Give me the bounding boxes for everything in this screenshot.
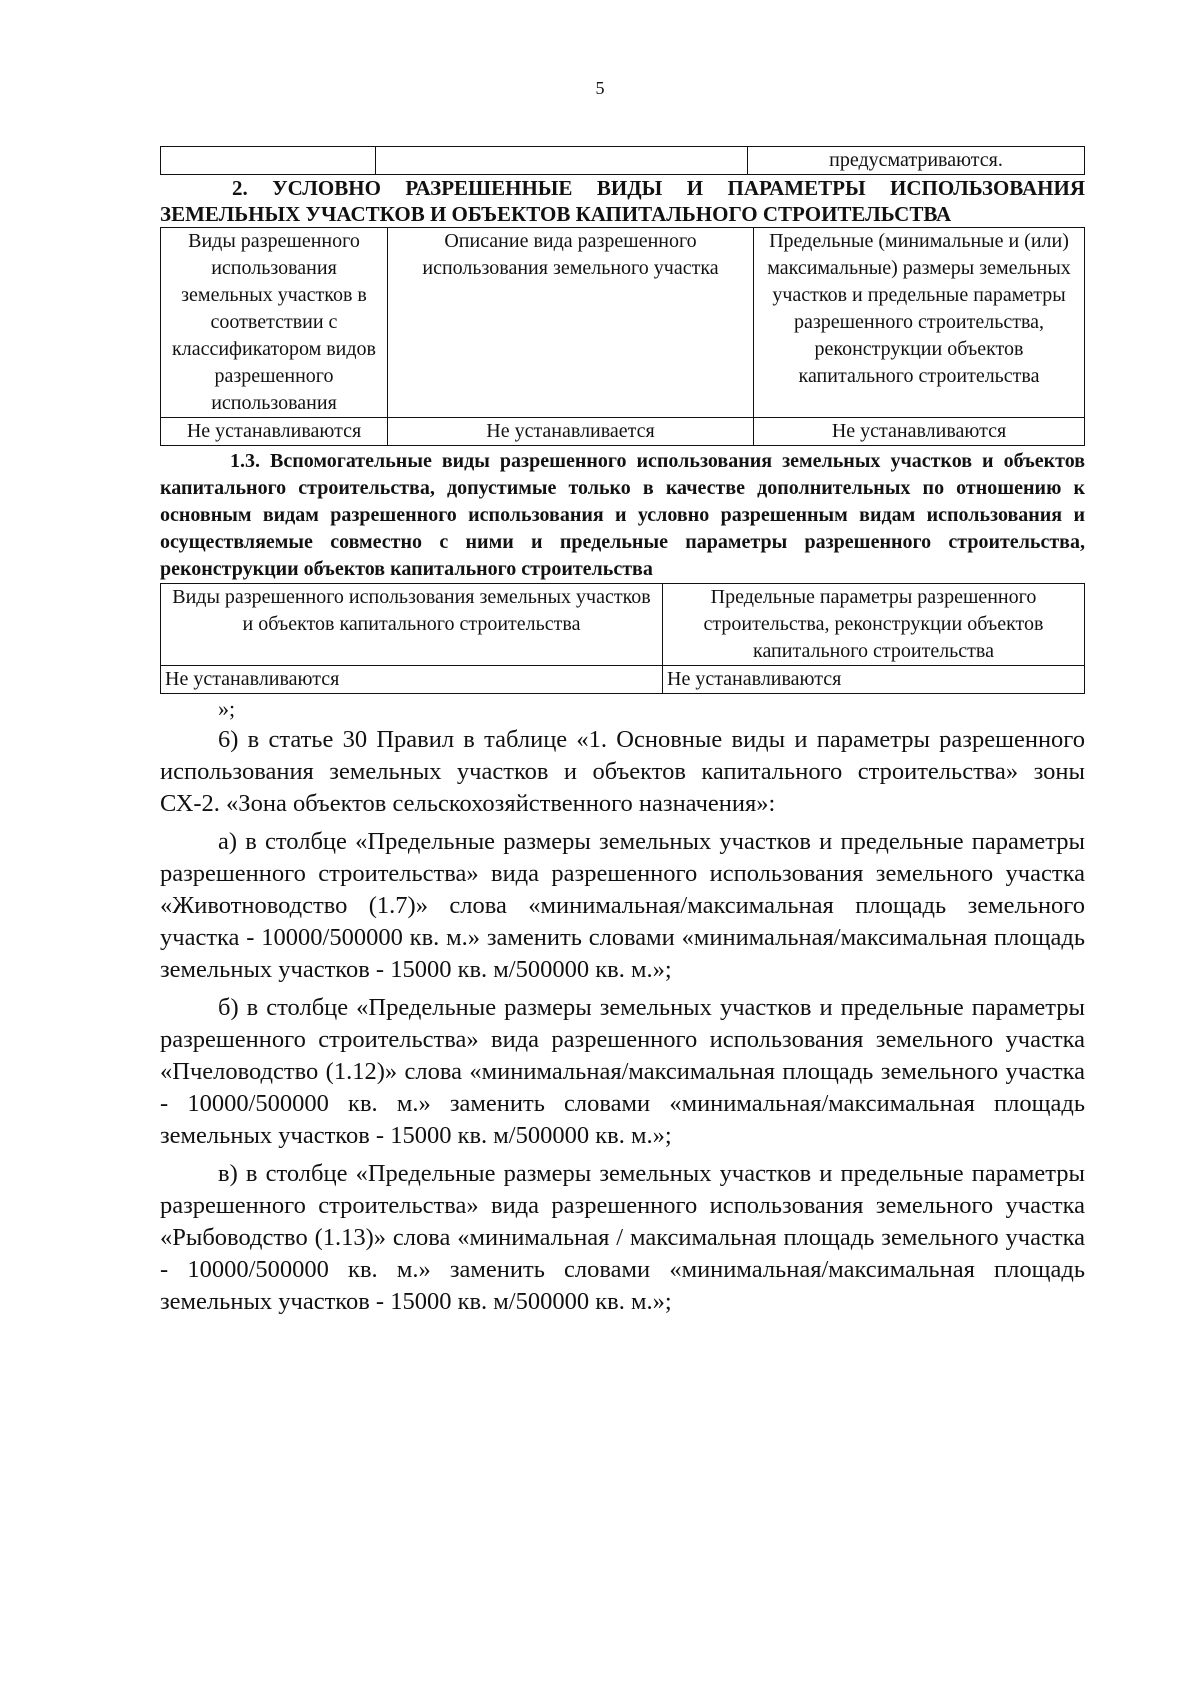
table-cell: Не устанавливаются [161,418,388,446]
continued-table [160,146,1085,175]
auxiliary-uses-table [160,583,1085,694]
table-cell: Не устанавливаются [161,666,663,694]
conditional-uses-table [160,227,1085,446]
paragraph: в) в столбце «Предельные размеры земельных участков и предельные параметры разрешенного строительства» вида разрешенного использования земельного участка «Рыбоводство (1.13)» слова «минимальная / максимальная площадь земельного участка - 10000/500000 кв. м.» заменить словами «минимальная/максимальная площадь земельных участков - 15000 кв. м/500000 кв. м.»; [160,1160,1085,1315]
table-row [161,418,1085,446]
table-header-row [161,584,1085,666]
paragraph: 6) в статье 30 Правил в таблице «1. Основные виды и параметры разрешенного использования земельных участков и объектов капитального строительства» зоны СХ-2. «Зона объектов сельскохозяйственного назначения»: [160,726,1085,817]
document-body [160,146,1085,1318]
table-cell [161,147,376,175]
column-header: Описание вида разрешенного использования земельного участка [388,228,754,418]
table-header-row [161,228,1085,418]
column-header: Виды разрешенного использования земельных участков и объектов капитального строительства [161,584,663,666]
table-cell [376,147,748,175]
table-row [161,666,1085,694]
paragraph: б) в столбце «Предельные размеры земельных участков и предельные параметры разрешенного строительства» вида разрешенного использования земельного участка «Пчеловодство (1.12)» слова «минимальная/максимальная площадь земельного участка - 10000/500000 кв. м.» заменить словами «минимальная/максимальная площадь земельных участков - 15000 кв. м/500000 кв. м.»; [160,994,1085,1149]
section-1-3-heading: 1.3. Вспомогательные виды разрешенного использования земельных участков и объектов капитального строительства, допустимые только в качестве дополнительных по отношению к основным видам разрешенного использования и условно разрешенным видам использования и осуществляемые совместно с ними и предельные параметры разрешенного строительства, реконструкции объектов капитального строительства [160,450,1085,580]
column-header: Виды разрешенного использования земельных участков в соответствии с классификатором видов разрешенного использования [161,228,388,418]
closing-quote: »; [218,696,236,721]
table-row [161,147,1085,175]
column-header: Предельные (минимальные и (или) максимальные) размеры земельных участков и предельные параметры разрешенного строительства, реконструкции объектов капитального строительства [754,228,1085,418]
table-cell: Не устанавливаются [754,418,1085,446]
column-header: Предельные параметры разрешенного строительства, реконструкции объектов капитального строительства [663,584,1085,666]
table-cell: предусматриваются. [748,147,1085,175]
paragraph: а) в столбце «Предельные размеры земельных участков и предельные параметры разрешенного строительства» вида разрешенного использования земельного участка «Животноводство (1.7)» слова «минимальная/максимальная площадь земельного участка - 10000/500000 кв. м.» заменить словами «минимальная/максимальная площадь земельных участков - 15000 кв. м/500000 кв. м.»; [160,828,1085,983]
table-cell: Не устанавливаются [663,666,1085,694]
section-2-heading: 2. УСЛОВНО РАЗРЕШЕННЫЕ ВИДЫ И ПАРАМЕТРЫ ИСПОЛЬЗОВАНИЯ ЗЕМЕЛЬНЫХ УЧАСТКОВ И ОБЪЕКТОВ КАПИТАЛЬНОГО СТРОИТЕЛЬСТВА [160,176,1085,226]
page-number: 5 [595,78,605,98]
amendment-text [160,724,1085,1318]
table-cell: Не устанавливается [388,418,754,446]
